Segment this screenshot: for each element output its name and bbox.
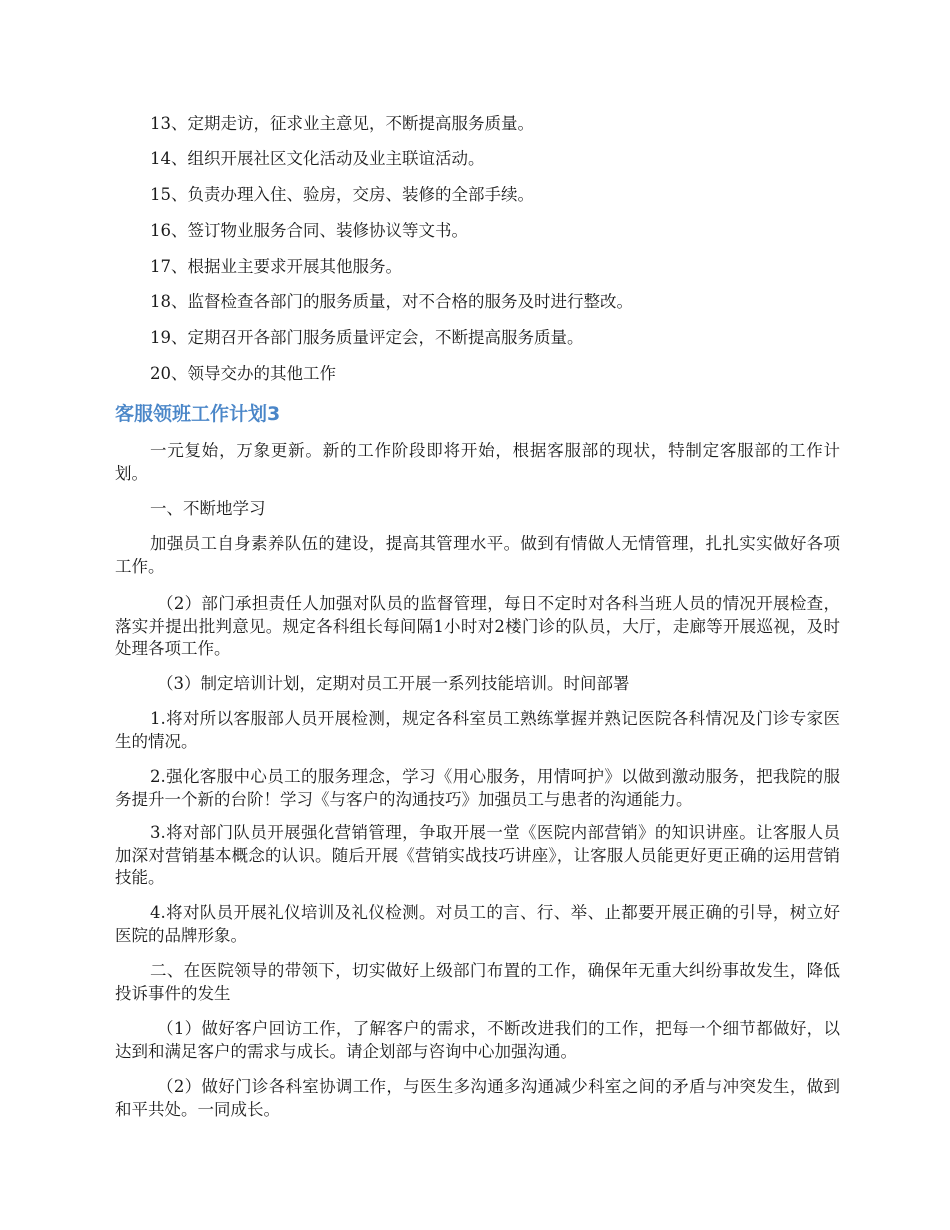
paragraph: （2）做好门诊各科室协调工作，与医生多沟通多沟通减少科室之间的矛盾与冲突发生，做到和平共处。一同成长。 <box>115 1077 840 1119</box>
paragraph: 1.将对所以客服部人员开展检测，规定各科室员工熟练掌握并熟记医院各科情况及门诊专家医生的情况。 <box>115 709 840 751</box>
paragraph: 加强员工自身素养队伍的建设，提高其管理水平。做到有情做人无情管理，扎扎实实做好各项工作。 <box>115 534 840 576</box>
list-item: 14、组织开展社区文化活动及业主联谊活动。 <box>150 149 485 168</box>
list-item: 20、领导交办的其他工作 <box>150 364 336 383</box>
paragraph: 4.将对队员开展礼仪培训及礼仪检测。对员工的言、行、举、止都要开展正确的引导，树立好医院的品牌形象。 <box>115 903 840 945</box>
paragraph: （3）制定培训计划，定期对员工开展一系列技能培训。时间部署 <box>157 674 630 693</box>
section-heading: 客服领班工作计划3 <box>115 403 281 425</box>
list-item: 17、根据业主要求开展其他服务。 <box>150 257 402 276</box>
paragraph: （1）做好客户回访工作，了解客户的需求，不断改进我们的工作，把每一个细节都做好，以达到和满足客户的需求与成长。请企划部与咨询中心加强沟通。 <box>115 1019 840 1061</box>
list-item: 15、负责办理入住、验房，交房、装修的全部手续。 <box>150 185 534 204</box>
list-item: 16、签订物业服务合同、装修协议等文书。 <box>150 221 468 240</box>
list-item: 13、定期走访，征求业主意见，不断提高服务质量。 <box>150 114 534 133</box>
paragraph: 2.强化客服中心员工的服务理念，学习《用心服务，用情呵护》以做到激动服务，把我院的服务提升一个新的台阶！学习《与客户的沟通技巧》加强员工与患者的沟通能力。 <box>115 767 840 809</box>
paragraph-section-1-heading: 一、不断地学习 <box>150 499 266 518</box>
paragraph-intro: 一元复始，万象更新。新的工作阶段即将开始，根据客服部的现状，特制定客服部的工作计划。 <box>115 441 840 483</box>
list-item: 18、监督检查各部门的服务质量，对不合格的服务及时进行整改。 <box>150 292 633 311</box>
list-item: 19、定期召开各部门服务质量评定会，不断提高服务质量。 <box>150 328 584 347</box>
paragraph: 3.将对部门队员开展强化营销管理，争取开展一堂《医院内部营销》的知识讲座。让客服人员加深对营销基本概念的认识。随后开展《营销实战技巧讲座》，让客服人员能更好更正确的运用营销技能。 <box>115 823 840 887</box>
paragraph: （2）部门承担责任人加强对队员的监督管理，每日不定时对各科当班人员的情况开展检查，落实并提出批判意见。规定各科组长每间隔1小时对2楼门诊的队员，大厅，走廊等开展巡视，及时处理各项工作。 <box>115 594 840 658</box>
paragraph-section-2-heading: 二、在医院领导的带领下，切实做好上级部门布置的工作，确保年无重大纠纷事故发生，降低投诉事件的发生 <box>115 961 840 1003</box>
